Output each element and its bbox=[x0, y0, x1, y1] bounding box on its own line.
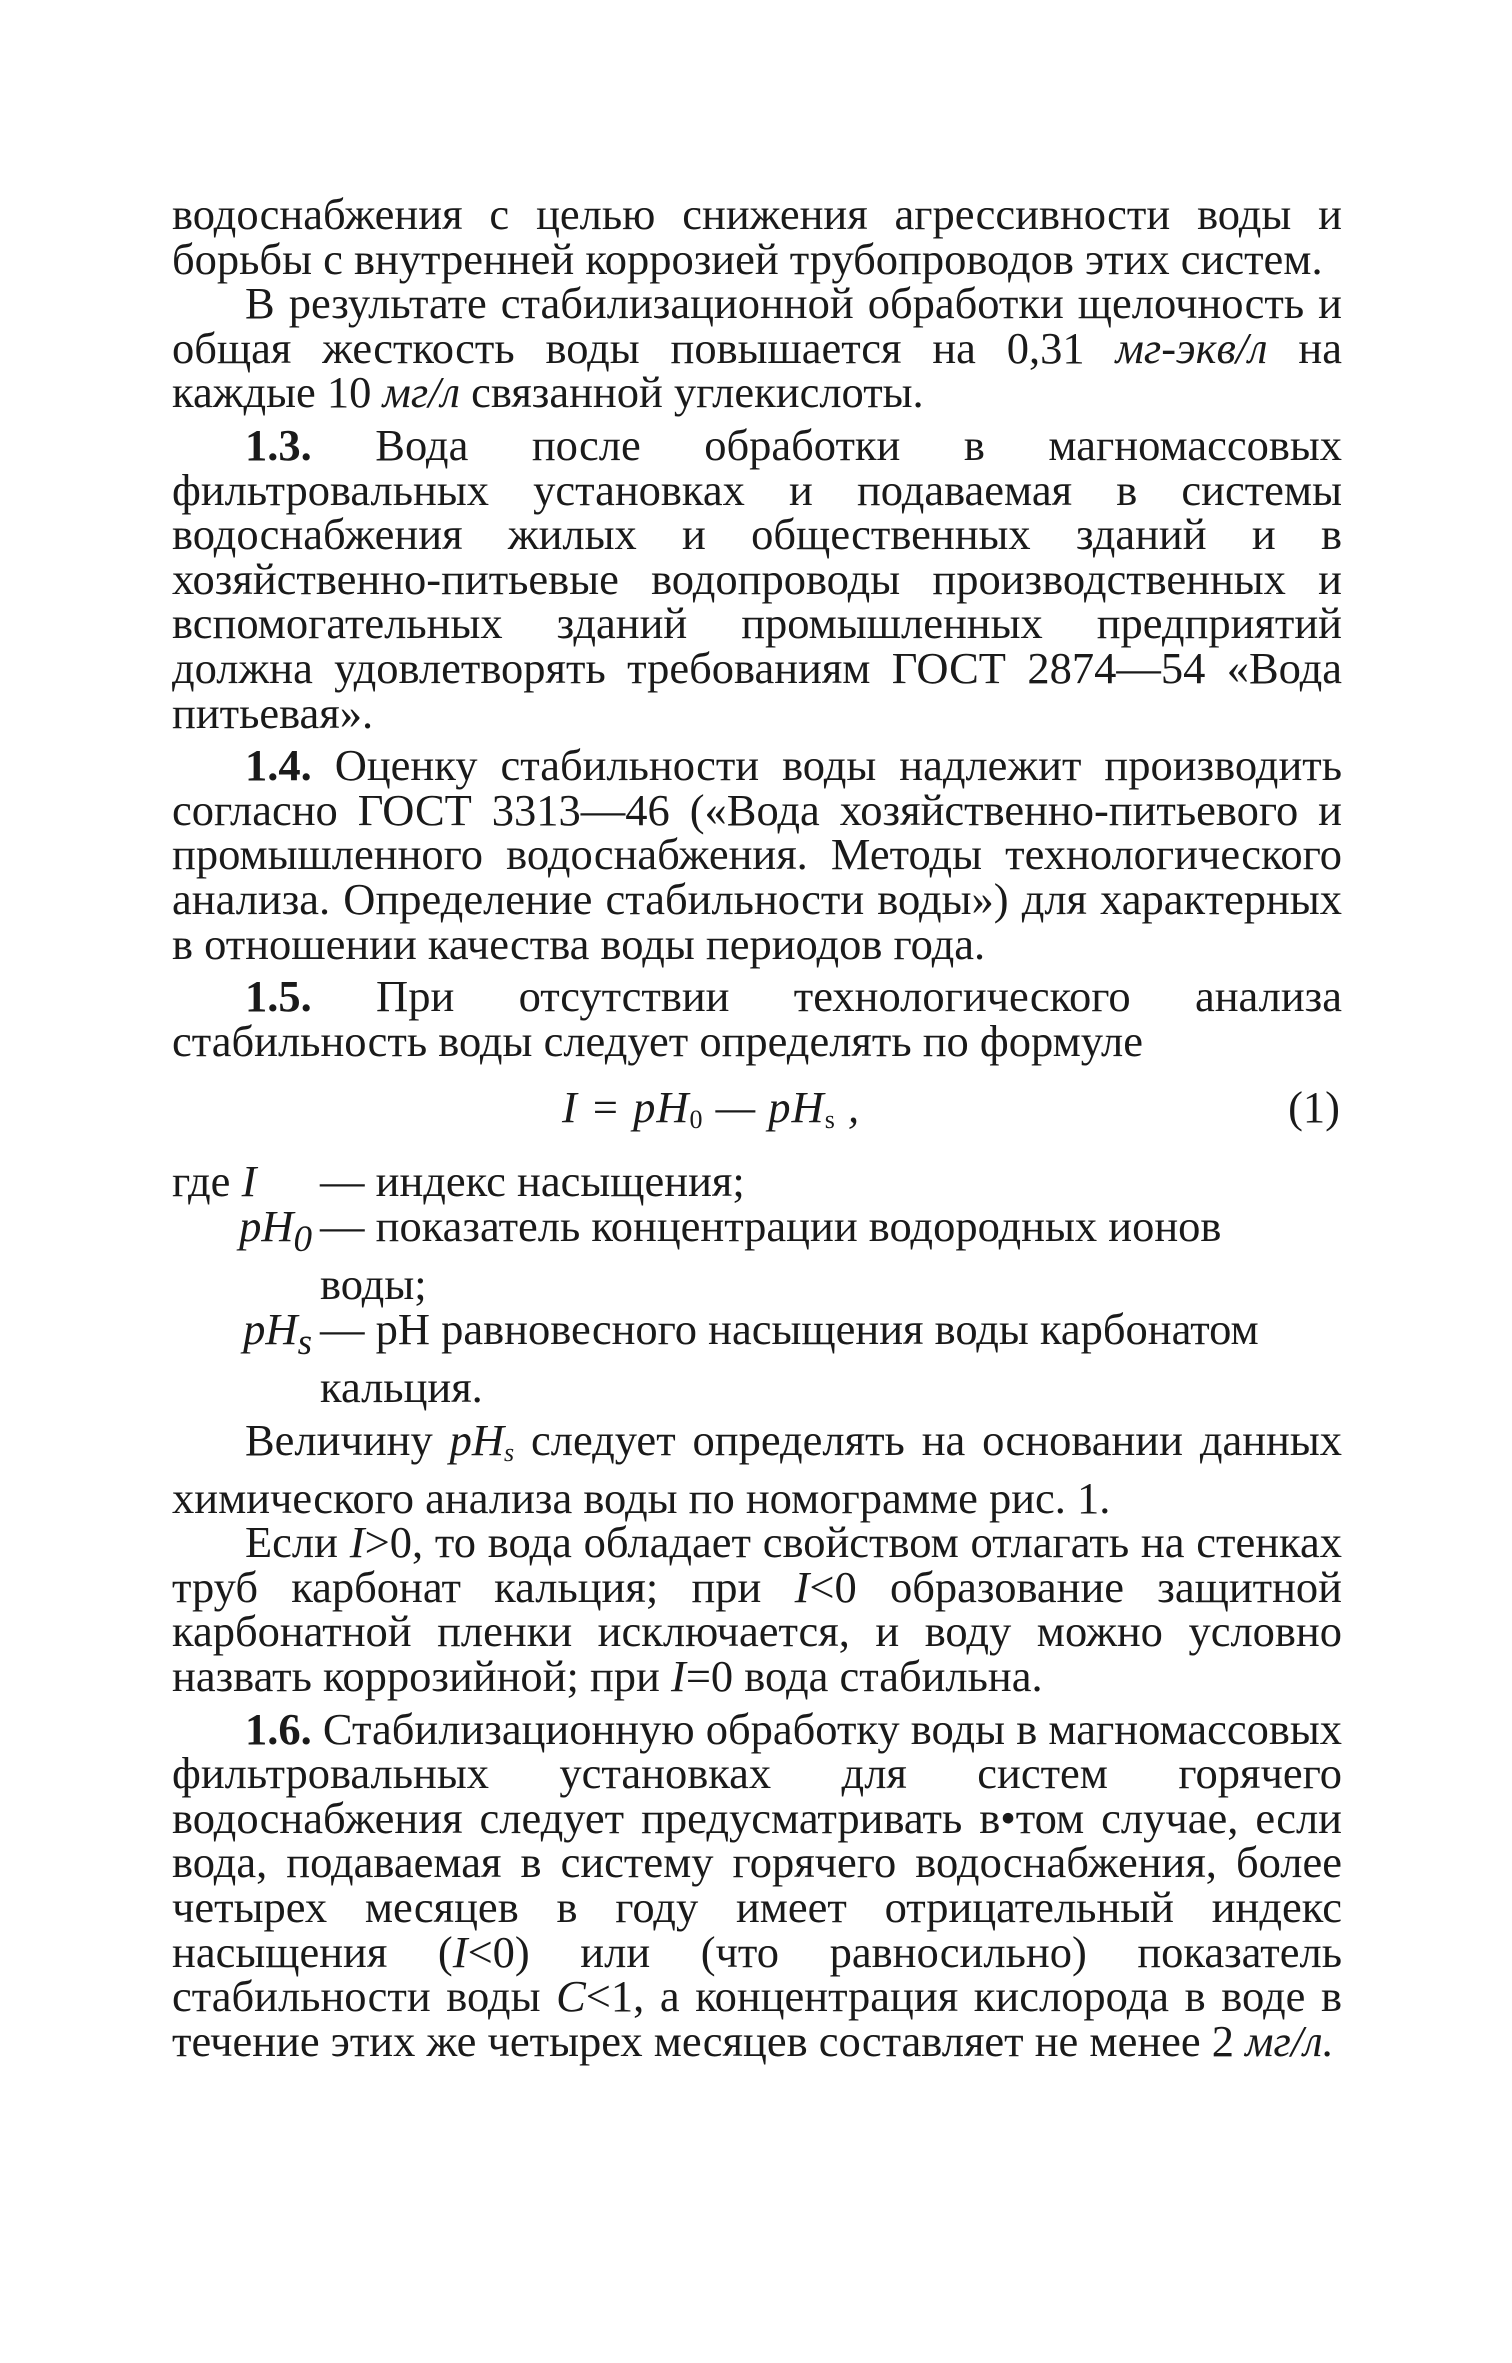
clause-1-5: 1.5. При отсутствии технологического анализа стабильность воды следует определять по формуле bbox=[172, 971, 1342, 1066]
clause-number: 1.5. bbox=[245, 971, 312, 1022]
paragraph-continuation: водоснабжения с целью снижения агрессивности воды и борьбы с внутренней коррозией трубопроводов этих систем. bbox=[172, 189, 1342, 284]
clause-number: 1.6. bbox=[245, 1703, 312, 1754]
definition-pH0: $pH_0$ — показатель концентрации водородных ионов bbox=[239, 1200, 1222, 1260]
unit-mg-eq: мг-экв/л bbox=[1115, 322, 1268, 373]
paragraph-phs-nomogram: Величину $pH_s$ следует определять на основании данных химического анализа воды по номограмме рис. 1. bbox=[172, 1415, 1342, 1523]
clause-1-3: 1.3. Вода после обработки в магномассовых фильтровальных установках и подаваемая в системы водоснабжения жилых и общественных зданий и в хозяйственно-питьевые водопроводы производственных и вспомогательных зданий промышленных предприятий должна удовлетворять требованиям ГОСТ 2874—54 «Вода питьевая». bbox=[172, 419, 1342, 738]
symbol-definitions: где I — индекс насыщения; $pH_0$ — показатель концентрации водородных ионов воды; $pH_s$ — pH равновесного насыщения воды карбонатом кальция. bbox=[172, 1159, 1342, 1410]
text-column bbox=[172, 189, 1342, 2066]
formula-1 bbox=[172, 1071, 1342, 1149]
formula-expression: $I = pH_0$ — $pH_s$ , bbox=[562, 1082, 861, 1135]
paragraph-index-interpretation: Если I>0, то вода обладает свойством отлагать на стенках труб карбонат кальция; при I<0 образование защитной карбонатной пленки исключается, и воду можно условно назвать коррозийной; при I=0 вода стабильна. bbox=[172, 1517, 1342, 1701]
formula-number: (1) bbox=[1288, 1082, 1340, 1133]
clause-number: 1.4. bbox=[245, 740, 312, 791]
clause-1-6: 1.6. Стабилизационную обработку воды в магномассовых фильтровальных установках для систем горячего водоснабжения следует предусматривать в•том случае, если вода, подаваемая в систему горячего водоснабжения, более четырех месяцев в году имеет отрицательный индекс насыщения (I<0) или (что равносильно) показатель стабильности воды C<1, а концентрация кислорода в воде в течение этих же четырех месяцев составляет не менее 2 мг/л. bbox=[172, 1703, 1342, 2066]
definition-I: где I — индекс насыщения; bbox=[172, 1156, 745, 1207]
clause-number: 1.3. bbox=[245, 419, 312, 470]
unit-mg-l: мг/л bbox=[382, 367, 461, 418]
clause-1-4: 1.4. Оценку стабильности воды надлежит производить согласно ГОСТ 3313—46 («Вода хозяйственно-питьевого и промышленного водоснабжения. Методы технологического анализа. Определение стабильности воды») для характерных в отношении качества воды периодов года. bbox=[172, 740, 1342, 969]
paragraph-stabilization-result: В результате стабилизационной обработки щелочность и общая жесткость воды повышается на 0,31 мг-экв/л на каждые 10 мг/л связанной углекислоты. bbox=[172, 278, 1342, 418]
definition-pHs: $pH_s$ — pH равновесного насыщения воды карбонатом bbox=[243, 1303, 1259, 1363]
